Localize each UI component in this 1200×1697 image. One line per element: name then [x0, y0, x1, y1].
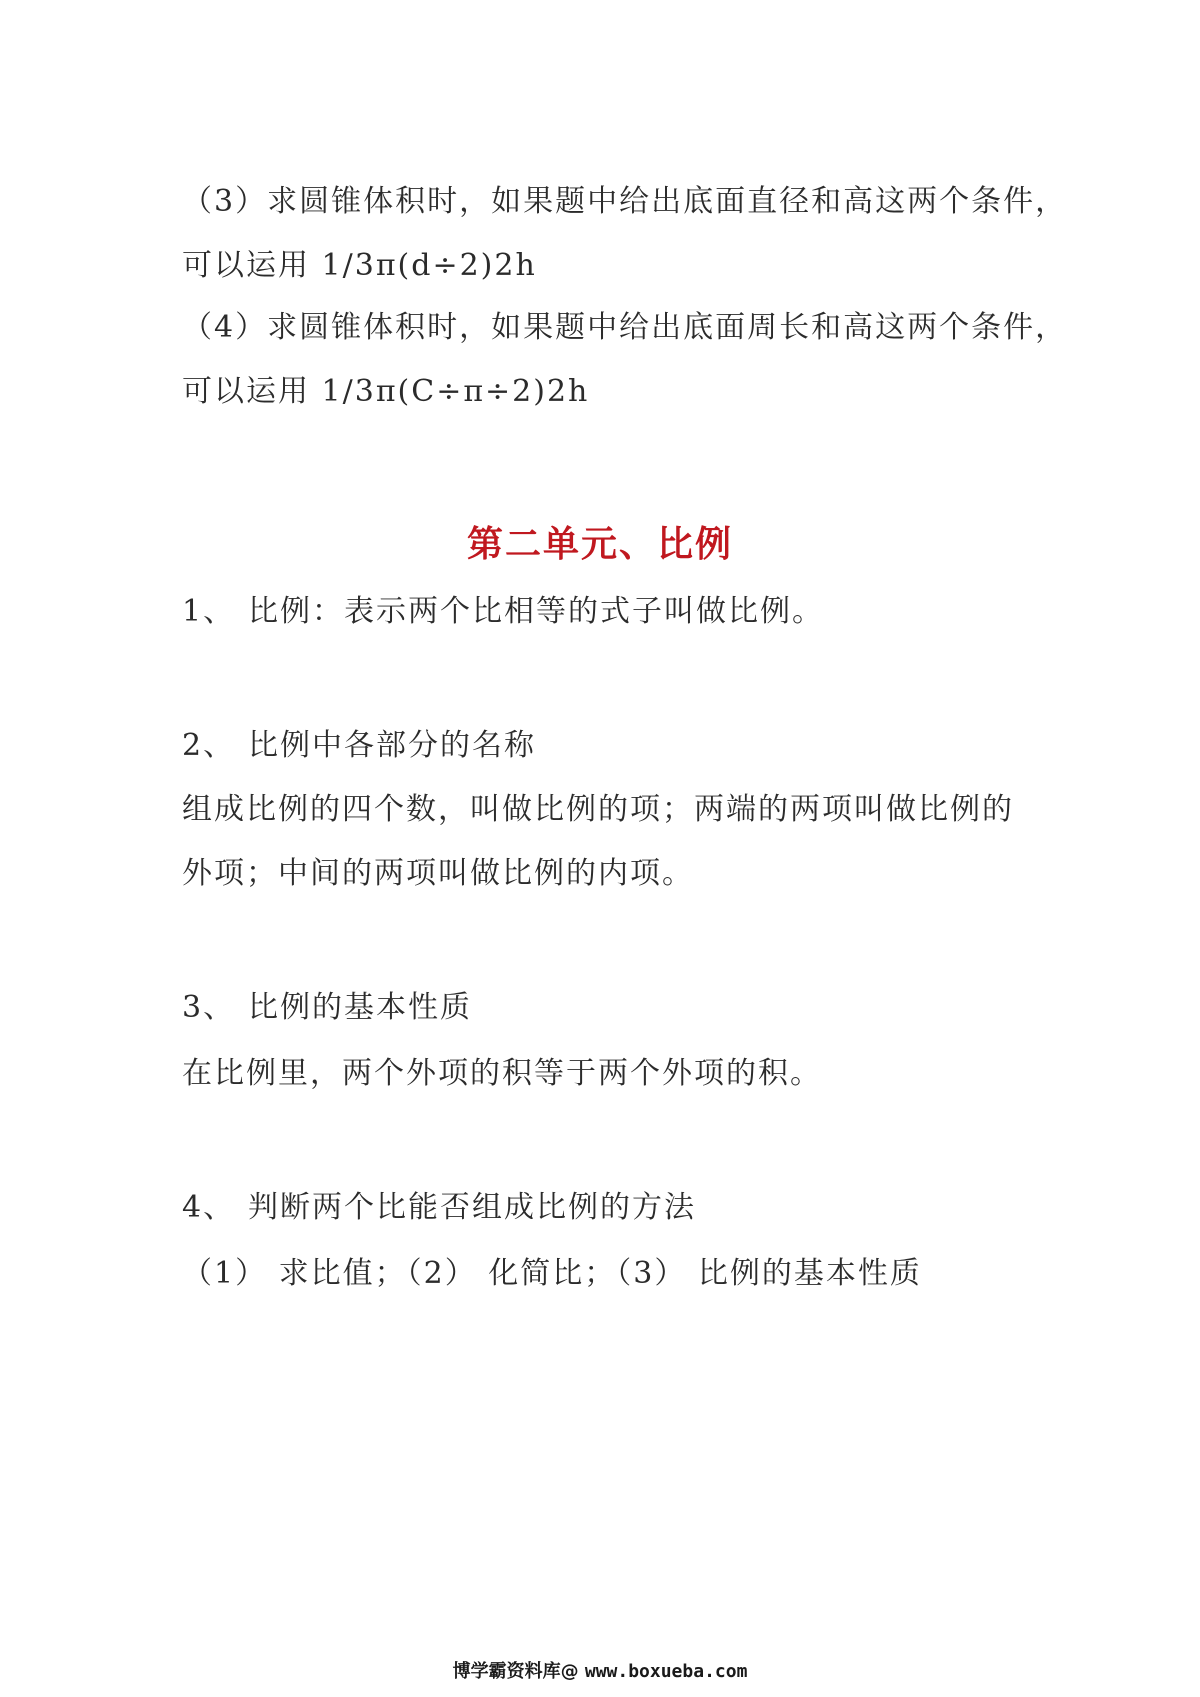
unit-title: 第二单元、比例	[466, 524, 733, 565]
item-4-heading	[182, 1188, 696, 1228]
item-2-body-line-1: 组成比例的四个数，叫做比例的项；两端的两项叫做比例的	[182, 792, 1014, 827]
cone-volume-item-4-line-2: 可以运用 1/3π(C÷π÷2)2h	[182, 374, 590, 409]
footer-site-name: 博学霸资料库@	[452, 1661, 579, 1682]
item-4-body-line-1: （1） 求比值；（2） 化简比；（3） 比例的基本性质	[182, 1256, 922, 1291]
footer-url[interactable]: www.boxueba.com	[584, 1661, 748, 1682]
item-2-number: 2、	[182, 728, 236, 763]
cone-volume-item-4-line-1: （4）求圆锥体积时，如果题中给出底面周长和高这两个条件，	[182, 310, 1068, 345]
cone-volume-item-3-line-2: 可以运用 1/3π(d÷2)2h	[182, 248, 537, 283]
item-4-text: 判断两个比能否组成比例的方法	[248, 1190, 696, 1225]
item-2-text: 比例中各部分的名称	[248, 728, 536, 763]
item-3-number: 3、	[182, 990, 236, 1025]
cone-volume-item-3-line-1: （3）求圆锥体积时，如果题中给出底面直径和高这两个条件，	[182, 184, 1068, 219]
item-1-number: 1、	[182, 594, 236, 629]
item-1-text: 比例：表示两个比相等的式子叫做比例。	[248, 594, 824, 629]
item-3-heading	[182, 988, 472, 1028]
item-2-heading	[182, 726, 536, 766]
footer-watermark	[0, 1660, 1200, 1684]
item-1-heading	[182, 592, 824, 632]
item-4-number: 4、	[182, 1190, 236, 1225]
item-3-text: 比例的基本性质	[248, 990, 472, 1025]
item-2-body-line-2: 外项；中间的两项叫做比例的内项。	[182, 856, 694, 891]
item-3-body-line-1: 在比例里，两个外项的积等于两个外项的积。	[182, 1056, 822, 1091]
